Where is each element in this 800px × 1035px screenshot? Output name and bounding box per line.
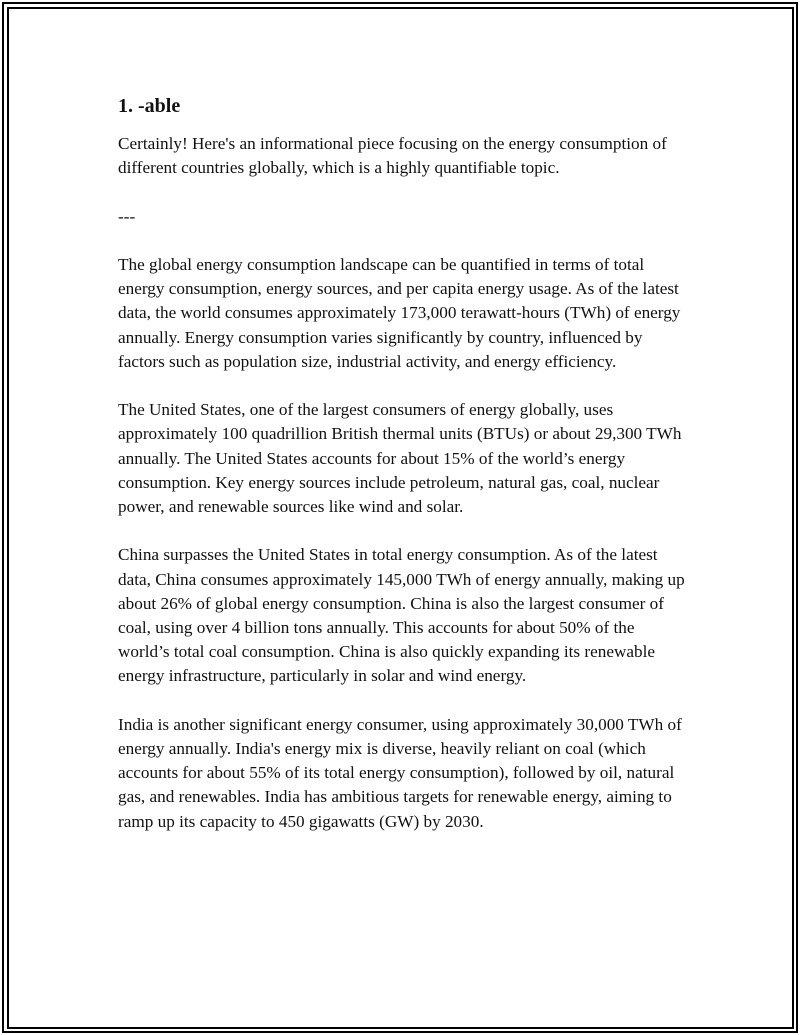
paragraph-india: India is another significant energy consumer, using approximately 30,000 TWh of energy annually. India's energy mix is diverse, heavily reliant on coal (which accounts for about 55% of its total energy consumption), followed by oil, natural gas, and renewables. India has ambitious targets for renewable energy, aiming to ramp up its capacity to 450 gigawatts (GW) by 2030. xyxy=(118,714,682,831)
paragraph-united-states: The United States, one of the largest consumers of energy globally, uses approximately 100 quadrillion British thermal units (BTUs) or about 29,300 TWh annually. The United States accounts for about 15% of the world’s energy consumption. Key energy sources include petroleum, natural gas, coal, nuclear power, and renewable sources like wind and solar. xyxy=(118,400,682,516)
paragraph-separator: --- xyxy=(118,206,136,226)
paragraph-intro: Certainly! Here's an informational piece focusing on the energy consumption of different countries globally, which is a highly quantifiable topic. xyxy=(118,134,667,178)
document-body xyxy=(118,92,688,858)
document-heading: 1. -able xyxy=(118,95,181,117)
paragraph-global: The global energy consumption landscape can be quantified in terms of total energy consumption, energy sources, and per capita energy usage. As of the latest data, the world consumes approximately 173,000 terawatt-hours (TWh) of energy annually. Energy consumption varies significantly by country, influenced by factors such as population size, industrial activity, and energy efficiency. xyxy=(118,254,681,371)
paragraph-china: China surpasses the United States in total energy consumption. As of the latest data, China consumes approximately 145,000 TWh of energy annually, making up about 26% of global energy consumption. China is also the largest consumer of coal, using over 4 billion tons annually. This accounts for about 50% of the world’s total coal consumption. China is also quickly expanding its renewable energy infrastructure, particularly in solar and wind energy. xyxy=(118,545,685,686)
